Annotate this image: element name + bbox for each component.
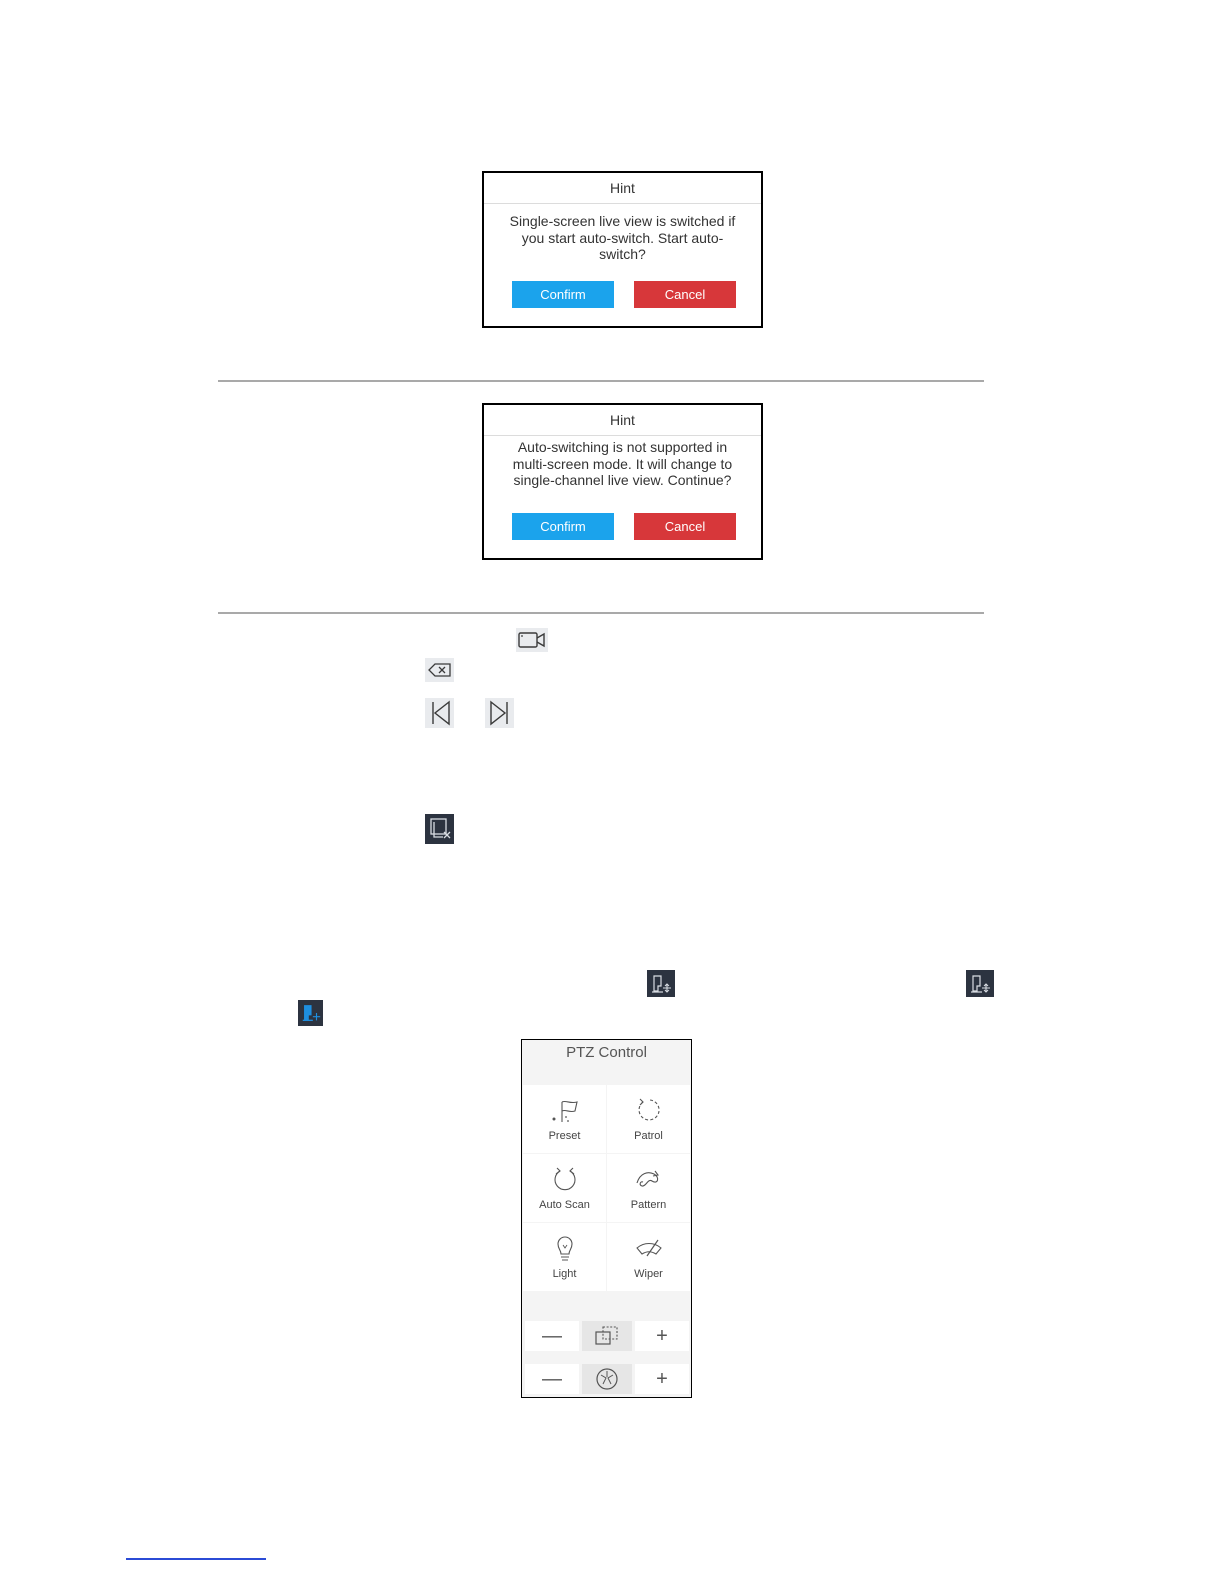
ptz-active-icon[interactable] bbox=[298, 1000, 323, 1026]
dialog-title: Hint bbox=[484, 405, 761, 436]
minus-icon: — bbox=[542, 1325, 562, 1347]
hint-dialog-auto-switch bbox=[482, 171, 763, 328]
zoom-in-button[interactable] bbox=[635, 1321, 689, 1351]
wiper-icon bbox=[634, 1234, 664, 1264]
ptz-icon[interactable] bbox=[647, 970, 675, 997]
confirm-button[interactable]: Confirm bbox=[512, 281, 614, 308]
zoom-icon bbox=[582, 1321, 632, 1351]
cancel-button[interactable]: Cancel bbox=[634, 281, 736, 308]
video-camera-icon[interactable] bbox=[516, 628, 548, 652]
plus-icon: + bbox=[656, 1325, 668, 1347]
close-window-icon[interactable] bbox=[425, 814, 454, 844]
focus-control bbox=[525, 1364, 689, 1394]
previous-icon[interactable] bbox=[425, 698, 454, 728]
pattern-icon bbox=[634, 1165, 664, 1195]
dialog-message: Auto-switching is not supported in multi-screen mode. It will change to single-channel live view. Continue? bbox=[512, 439, 733, 488]
patrol-label: Patrol bbox=[634, 1130, 663, 1142]
ptz-control-panel bbox=[521, 1039, 692, 1398]
light-button[interactable] bbox=[523, 1223, 606, 1291]
preset-button[interactable] bbox=[523, 1085, 606, 1153]
auto-scan-button[interactable] bbox=[523, 1154, 606, 1222]
dialog-title: Hint bbox=[484, 173, 761, 204]
auto-scan-icon bbox=[550, 1165, 580, 1195]
patrol-button[interactable] bbox=[607, 1085, 690, 1153]
cancel-button[interactable]: Cancel bbox=[634, 513, 736, 540]
minus-icon: — bbox=[542, 1368, 562, 1390]
focus-near-button[interactable] bbox=[525, 1364, 579, 1394]
panel-title: PTZ Control bbox=[522, 1040, 691, 1084]
backspace-icon[interactable] bbox=[425, 658, 454, 682]
pattern-button[interactable] bbox=[607, 1154, 690, 1222]
footnote-separator bbox=[126, 1558, 266, 1560]
light-bulb-icon bbox=[550, 1234, 580, 1264]
focus-far-button[interactable] bbox=[635, 1364, 689, 1394]
light-label: Light bbox=[552, 1268, 577, 1280]
focus-icon bbox=[582, 1364, 632, 1394]
wiper-label: Wiper bbox=[634, 1268, 663, 1280]
confirm-button[interactable]: Confirm bbox=[512, 513, 614, 540]
next-icon[interactable] bbox=[485, 698, 514, 728]
preset-label: Preset bbox=[548, 1130, 581, 1142]
flag-icon bbox=[550, 1096, 580, 1126]
zoom-out-button[interactable] bbox=[525, 1321, 579, 1351]
zoom-control bbox=[525, 1321, 689, 1351]
patrol-icon bbox=[634, 1096, 664, 1126]
divider bbox=[218, 612, 984, 614]
wiper-button[interactable] bbox=[607, 1223, 690, 1291]
auto-scan-label: Auto Scan bbox=[539, 1199, 590, 1211]
plus-icon: + bbox=[656, 1368, 668, 1390]
divider bbox=[218, 380, 984, 382]
pattern-label: Pattern bbox=[630, 1199, 667, 1211]
hint-dialog-multi-screen bbox=[482, 403, 763, 560]
dialog-message: Single-screen live view is switched if you start auto-switch. Start auto-switch? bbox=[509, 213, 736, 262]
ptz-icon[interactable] bbox=[966, 970, 994, 997]
